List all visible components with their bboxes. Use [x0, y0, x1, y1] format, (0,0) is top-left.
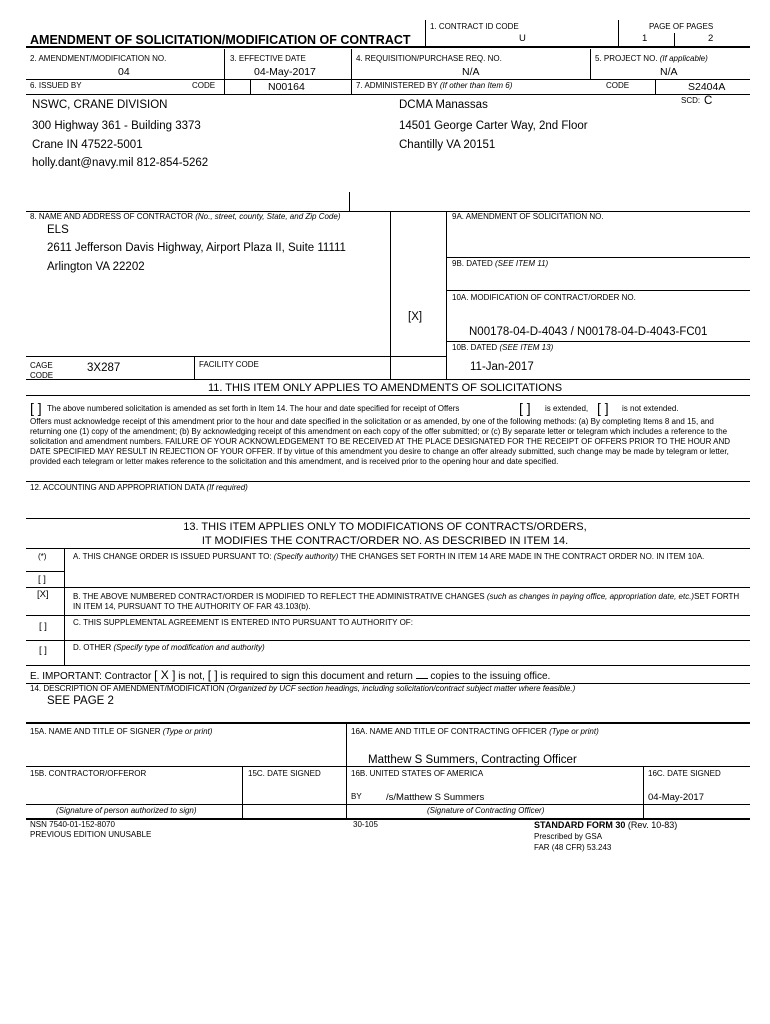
important-checkbox-not[interactable]: [ X ] [154, 668, 176, 682]
item13c-text: C. THIS SUPPLEMENTAL AGREEMENT IS ENTERED INTO PURSUANT TO AUTHORITY OF: [73, 618, 413, 627]
item13a-text: A. THIS CHANGE ORDER IS ISSUED PURSUANT TO: (Specify authority) THE CHANGES SET FORTH IN ITEM 14 ARE MADE IN THE CONTRACT ORDER NO. IN ITEM 10A. [73, 552, 705, 561]
amendment-no-value: 04 [118, 66, 130, 78]
requisition-label: 4. REQUISITION/PURCHASE REQ. NO. [356, 54, 502, 63]
item14-value: SEE PAGE 2 [47, 695, 114, 707]
administrator-line: DCMA Manassas [399, 99, 488, 111]
contractor-city: Arlington VA 22202 [47, 261, 145, 273]
officer-name-label: 16A. NAME AND TITLE OF CONTRACTING OFFICER (Type or print) [351, 727, 599, 736]
cage-label-1: CAGE [30, 361, 53, 370]
item11-not-extended-checkbox[interactable]: [ ] [597, 400, 609, 416]
far-reference: FAR (48 CFR) 53.243 [534, 843, 612, 852]
item11-body: Offers must acknowledge receipt of this amendment prior to the hour and date specified in the solicitation or as amended, by one of the following methods: (a) By completing Items 8 and 15, and returning one (1) copy of the amendment; (b) By acknowledging receipt of this amendment on each copy of the offer submitted; or (c) By separate letter or telegram which includes a reference to the solicitation and amendment numbers. FAILURE OF YOUR ACKNOWLEDGEMENT TO BE RECEIVED AT THE PLACE DESIGNATED FOR THE RECEIPT OF OFFERS PRIOR TO THE HOUR AND DATE SPECIFIED MAY RESULT IN REJECTION OF YOUR OFFER. If by virtue of this amendment you desire to change an offer already submitted, such change may be made by telegram or letter, provided each telegram or letter makes reference to the solicitation and this amendment, and is received prior to the opening hour and date specified. [30, 417, 731, 466]
previous-edition-note: PREVIOUS EDITION UNUSABLE [30, 830, 152, 839]
officer-signature: /s/Matthew S Summers [386, 792, 485, 803]
form-title: AMENDMENT OF SOLICITATION/MODIFICATION OF CONTRACT [30, 33, 411, 47]
issuer-line: holly.dant@navy.mil 812-854-5262 [32, 157, 209, 169]
item11-checkbox-bracket[interactable]: [ ] [30, 400, 42, 416]
administered-by-label: 7. ADMINISTERED BY (If other than Item 6) [356, 81, 513, 90]
item13-heading-2: IT MODIFIES THE CONTRACT/ORDER NO. AS DESCRIBED IN ITEM 14. [201, 535, 569, 547]
administered-by-code: S2404A [688, 81, 726, 93]
scd-value: C [704, 95, 713, 107]
date-signed-15c-label: 15C. DATE SIGNED [248, 769, 321, 778]
item9b-label: 9B. DATED (SEE ITEM 11) [452, 259, 549, 268]
effective-date-value: 04-May-2017 [254, 66, 316, 78]
cage-value: 3X287 [87, 362, 121, 374]
item13b-text: B. THE ABOVE NUMBERED CONTRACT/ORDER IS MODIFIED TO REFLECT THE ADMINISTRATIVE CHANGES (such as changes in paying office, appropriation date, etc.)SET FORTH IN ITEM 14, PURSUANT TO THE AUTHORITY OF FAR 43.103(b). [73, 592, 740, 611]
item14-label: 14. DESCRIPTION OF AMENDMENT/MODIFICATION (Organized by UCF section headings, including solicitation/contract subject matter where feasible.) [30, 684, 576, 693]
item11-line1-a: The above numbered solicitation is amended as set forth in Item 14. The hour and date specified for receipt of Offers [47, 404, 460, 413]
item10a-checkbox[interactable]: [X] [408, 311, 423, 323]
item10a-label: 10A. MODIFICATION OF CONTRACT/ORDER NO. [452, 293, 636, 302]
code-label: CODE [192, 81, 216, 90]
page-total: 2 [708, 33, 714, 44]
form-number: 30-105 [353, 820, 378, 829]
item13d-text: D. OTHER (Specify type of modification and authority) [73, 643, 265, 652]
issuer-line: Crane IN 47522-5001 [32, 139, 143, 151]
item13a-checkbox[interactable]: [ ] [38, 574, 46, 585]
scd-label: SCD: [681, 96, 701, 105]
issued-by-label: 6. ISSUED BY [30, 81, 82, 90]
page-of-pages-label: PAGE OF PAGES [649, 22, 714, 31]
contract-id-label: 1. CONTRACT ID CODE [430, 22, 519, 31]
nsn-number: NSN 7540-01-152-8070 [30, 820, 115, 829]
officer-date-signed: 04-May-2017 [648, 792, 704, 803]
page-number: 1 [642, 33, 648, 44]
amendment-no-label: 2. AMENDMENT/MODIFICATION NO. [30, 54, 167, 63]
cage-label-2: CODE [30, 371, 54, 380]
project-no-value: N/A [660, 66, 678, 78]
item13b-checkbox[interactable]: [X] [37, 589, 49, 600]
issuer-line: NSWC, CRANE DIVISION [32, 99, 168, 111]
administrator-line: 14501 George Carter Way, 2nd Floor [399, 120, 588, 132]
item10b-label: 10B. DATED (SEE ITEM 13) [452, 343, 554, 352]
item11-line1-b: is extended, [545, 404, 589, 413]
item11-extended-checkbox[interactable]: [ ] [519, 400, 531, 416]
item13-heading-1: 13. THIS ITEM APPLIES ONLY TO MODIFICATIONS OF CONTRACTS/ORDERS, [183, 521, 587, 533]
signer-name-label: 15A. NAME AND TITLE OF SIGNER (Type or print) [30, 727, 213, 736]
contractor-street: 2611 Jefferson Davis Highway, Airport Plaza II, Suite 11111 [47, 242, 346, 254]
code2-label: CODE [606, 81, 630, 90]
officer-name: Matthew S Summers, Contracting Officer [368, 754, 577, 766]
item13a-mark[interactable]: (*) [38, 552, 47, 561]
important-checkbox-is[interactable]: [ ] [207, 668, 218, 682]
contractor-name: ELS [47, 224, 69, 236]
facility-code-label: FACILITY CODE [199, 360, 259, 369]
requisition-value: N/A [462, 66, 480, 78]
by-label: BY [351, 792, 362, 801]
usa-label: 16B. UNITED STATES OF AMERICA [351, 769, 484, 778]
signature-person-caption: (Signature of person authorized to sign) [56, 806, 197, 815]
item11-line1-c: is not extended. [622, 404, 679, 413]
project-no-label: 5. PROJECT NO. (If applicable) [595, 54, 708, 63]
item9a-label: 9A. AMENDMENT OF SOLICITATION NO. [452, 212, 604, 221]
issuer-line: 300 Highway 361 - Building 3373 [32, 120, 201, 132]
item11-heading: 11. THIS ITEM ONLY APPLIES TO AMENDMENTS OF SOLICITATIONS [207, 382, 563, 394]
issued-by-code: N00164 [268, 81, 305, 93]
item10a-value: N00178-04-D-4043 / N00178-04-D-4043-FC01 [469, 326, 708, 338]
item12-label: 12. ACCOUNTING AND APPROPRIATION DATA (If required) [30, 483, 248, 492]
prescribed-by: Prescribed by GSA [534, 832, 603, 841]
standard-form-label: STANDARD FORM 30 (Rev. 10-83) [534, 820, 678, 830]
effective-date-label: 3. EFFECTIVE DATE [230, 54, 306, 63]
important-line: E. IMPORTANT: Contractor [ X ] is not, [ ] is required to sign this document and return copies to the issuing office. [30, 668, 551, 682]
item13d-checkbox[interactable]: [ ] [39, 645, 47, 656]
contractor-offeror-label: 15B. CONTRACTOR/OFFEROR [30, 769, 147, 778]
contract-id-value: U [519, 33, 526, 44]
item13c-checkbox[interactable]: [ ] [39, 621, 47, 632]
contractor-label: 8. NAME AND ADDRESS OF CONTRACTOR (No., street, county, State, and Zip Code) [30, 212, 341, 221]
copies-count-field[interactable] [416, 678, 428, 679]
administrator-line: Chantilly VA 20151 [399, 139, 496, 151]
date-signed-16c-label: 16C. DATE SIGNED [648, 769, 721, 778]
signature-officer-caption: (Signature of Contracting Officer) [427, 806, 545, 815]
item10b-value: 11-Jan-2017 [470, 361, 534, 373]
